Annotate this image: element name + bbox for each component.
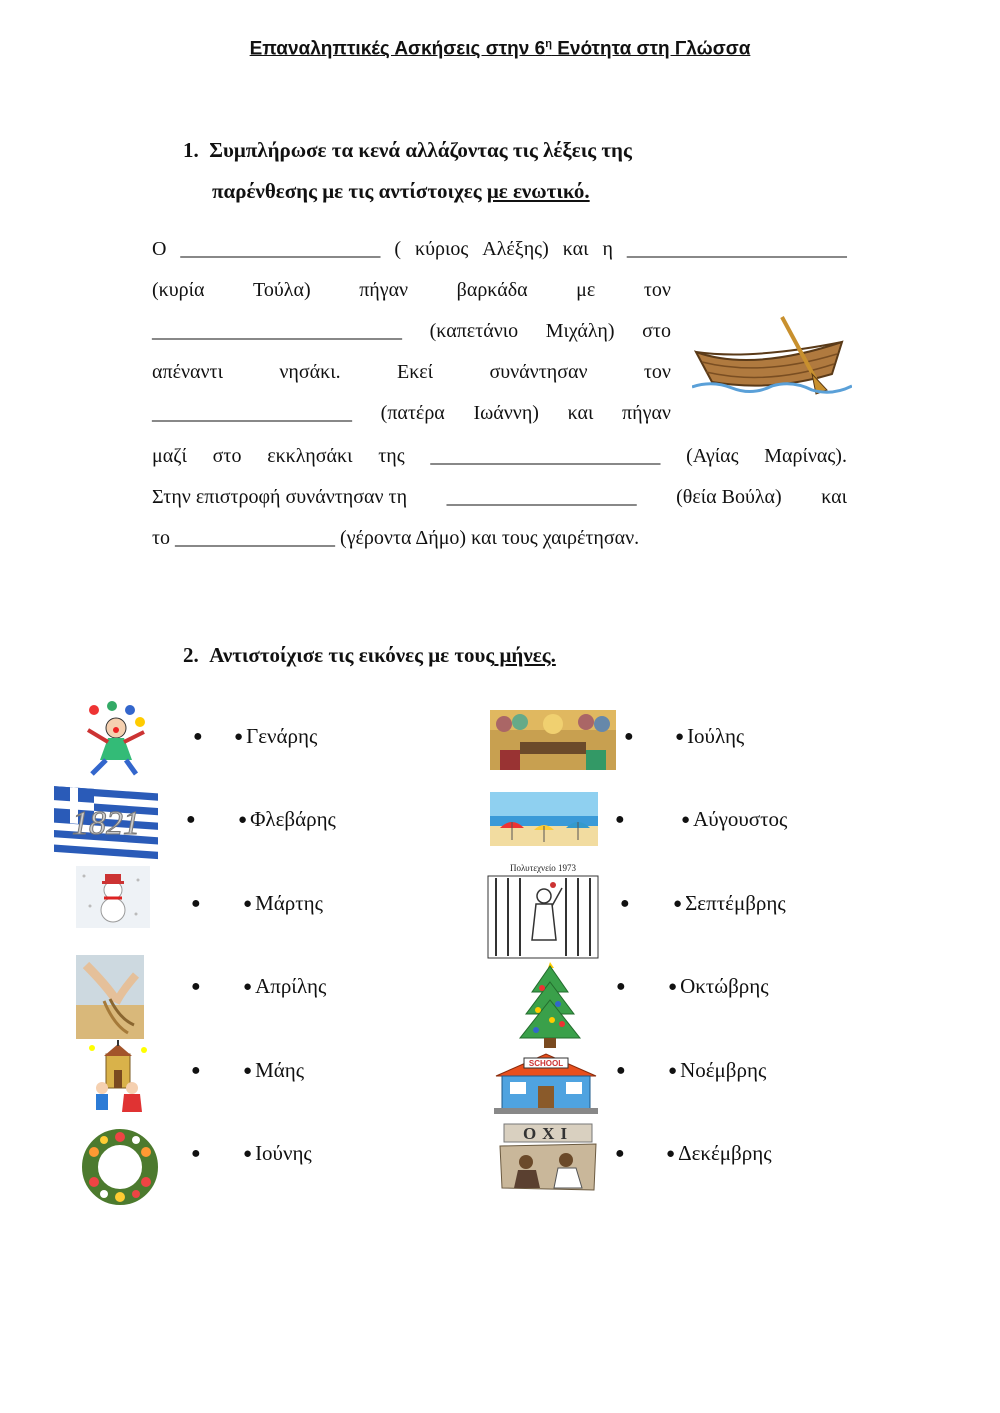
svg-text:SCHOOL: SCHOOL: [528, 1059, 564, 1068]
month-label: ● Σεπτέμβρης: [673, 891, 786, 915]
match-dot[interactable]: ●: [191, 978, 201, 995]
snowman-icon: [76, 866, 150, 928]
month-label: ● Μάης: [243, 1058, 305, 1082]
blank-4[interactable]: ____________________: [152, 402, 352, 424]
svg-text:1821: 1821: [72, 805, 140, 842]
greek-flag-icon: [52, 784, 162, 860]
oxi-day-icon: [496, 1122, 600, 1192]
fill-paragraph-line-1: Ο ____________________ ( κύριος Αλέξης) και η ______________________: [152, 229, 847, 270]
month-label: ● Μάρτης: [243, 891, 323, 915]
month-label: ● Ιούνης: [243, 1141, 312, 1165]
harvest-hands-icon: [76, 955, 144, 1039]
match-dot[interactable]: ●: [620, 895, 630, 912]
school-building-icon: [494, 1050, 598, 1114]
fill-paragraph-narrow: (κυρία Τούλα) πήγαν βαρκάδα με τον _________________________ (καπετάνιο Μιχάλη) στο απέναντι νησάκι. Εκεί συνάντησαν τον ____________________ (πατέρα Ιωάννη) και πήγαν: [152, 270, 671, 434]
exercise-1-heading-line2: παρένθεσης με τις αντίστοιχες με ενωτικό.: [212, 179, 590, 203]
flower-wreath-icon: [80, 1128, 160, 1206]
exercise-2-heading: 2. Αντιστοίχισε τις εικόνες με τους μήνες.: [183, 643, 556, 667]
blank-2[interactable]: ______________________: [626, 238, 847, 260]
month-label: ● Απρίλης: [243, 974, 327, 998]
exercise-1-heading: 1. Συμπλήρωσε τα κενά αλλάζοντας τις λέξεις της: [183, 138, 632, 162]
month-label: ● Δεκέμβρης: [666, 1141, 772, 1165]
christmas-tree-icon: [518, 958, 582, 1050]
match-dot[interactable]: ●: [191, 1145, 201, 1162]
match-dot[interactable]: ●: [615, 1145, 625, 1162]
church-children-icon: [86, 1040, 150, 1120]
match-dot[interactable]: ●: [186, 811, 196, 828]
blank-6[interactable]: ___________________: [446, 486, 637, 508]
month-label: ● Ιούλης: [675, 724, 745, 748]
month-label: ● Νοέμβρης: [668, 1058, 767, 1082]
match-dot[interactable]: ●: [193, 728, 203, 745]
page-title: Επαναληπτικές Ασκήσεις στην $6^\eta$ Ενότητα στη Γλώσσα: [249, 38, 751, 60]
beach-umbrellas-icon: [490, 792, 598, 846]
match-dot[interactable]: ●: [615, 811, 625, 828]
match-dot[interactable]: ●: [616, 1062, 626, 1079]
month-label: ● Οκτώβρης: [668, 974, 769, 998]
match-dot[interactable]: ●: [191, 1062, 201, 1079]
dormition-icon-painting: [490, 710, 616, 770]
boat-illustration: [692, 312, 852, 397]
month-label: ● Αύγουστος: [681, 807, 788, 831]
blank-1[interactable]: ____________________: [180, 238, 381, 260]
polytechnic-drawing-icon: [486, 860, 600, 960]
svg-text:Πολυτεχνείο 1973: Πολυτεχνείο 1973: [509, 863, 577, 873]
svg-text:ΟΧΙ: ΟΧΙ: [522, 1124, 574, 1143]
blank-5[interactable]: _______________________: [430, 445, 661, 467]
month-label: ● Φλεβάρης: [238, 807, 336, 831]
match-dot[interactable]: ●: [616, 978, 626, 995]
fill-paragraph-end: μαζί στο εκκλησάκι της _______________________ (Αγίας Μαρίνας). Στην επιστροφή συνάντησαν τη ___________________ (θεία Βούλα) και το ________________ (γέροντα Δήμο) και τους χαιρέτησαν.: [152, 436, 847, 559]
clown-icon: [74, 700, 159, 778]
match-dot[interactable]: ●: [191, 895, 201, 912]
blank-3[interactable]: _________________________: [152, 320, 402, 342]
month-label: ● Γενάρης: [234, 724, 318, 748]
match-dot[interactable]: ●: [624, 728, 634, 745]
